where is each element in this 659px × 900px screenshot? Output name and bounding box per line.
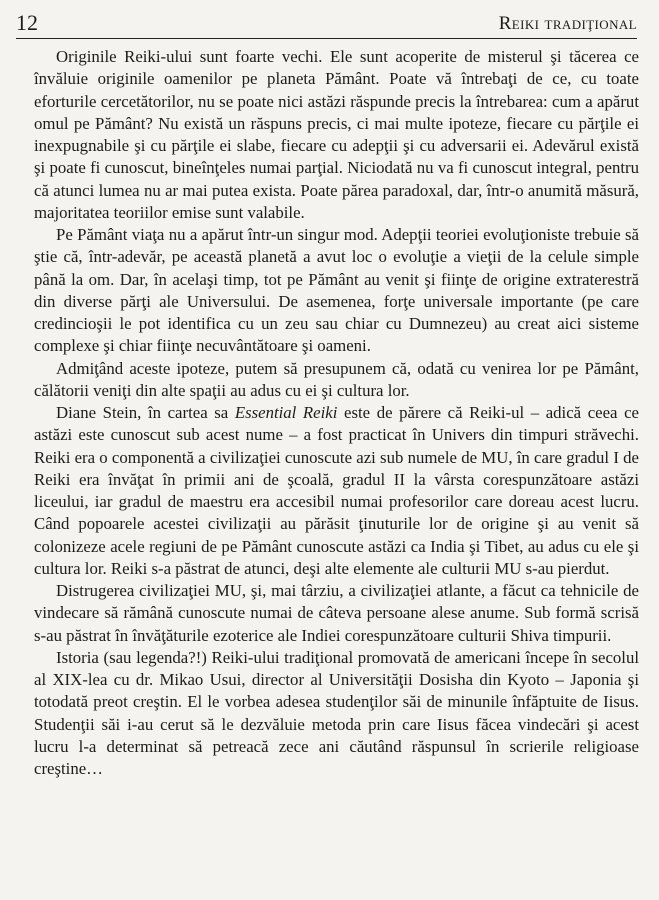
paragraph: Originile Reiki-ului sunt foarte vechi. Ele sunt acoperite de misterul şi tăcerea ce învăluie originile oamenilor pe planeta Pământ. Poate vă întrebaţi de ce, cu toate eforturile cercetătorilor, nu se poate nici astăzi răspunde precis la întrebarea: cum a apărut omul pe Pământ? Nu există un răspuns precis, ci mai multe ipoteze, fiecare cu părţile ei inexpugnabile şi cu părţile ei slabe, fiecare cu adepţii şi cu adversarii ei. Adevărul există şi poate fi cunoscut, bineînţeles numai parţial. Niciodată nu va fi cunoscut integral, pentru că atunci lumea nu ar mai putea exista. Poate părea paradoxal, dar, într-o anumită măsură, majoritatea teoriilor emise sunt valabile. <box>34 47 639 222</box>
running-title: Reiki tradiţional <box>498 13 637 34</box>
paragraph: Pe Pământ viaţa nu a apărut într-un singur mod. Adepţii teoriei evoluţioniste trebuie să ştie că, într-adevăr, pe această planetă a avut loc o evoluţie a vieţii de la celule simple până la om. Dar, în acelaşi timp, tot pe Pământ au venit şi fiinţe de origine extraterestră din diverse părţi ale Universului. De asemenea, forţe universale importante (pe care credincioşii le pot identifica cu un zeu sau chiar cu Dumnezeu) au creat aici sisteme complexe şi chiar fiinţe necuvântătoare şi oameni. <box>34 225 639 356</box>
paragraph: Distrugerea civilizaţiei MU, şi, mai târziu, a civilizaţiei atlante, a făcut ca tehnicile de vindecare să rămână cunoscute numai de câteva persoane alese anume. Sub formă scrisă s-au păstrat în învăţăturile ezoterice ale Indiei corespunzătoare culturii Shiva timpurii. <box>34 581 639 645</box>
paragraph: Diane Stein, în cartea sa Essential Reiki este de părere că Reiki-ul – adică ceea ce astăzi este cunoscut sub acest nume – a fost practicat în Univers din timpuri străvechi. Reiki era o componentă a civilizaţiei cunoscute azi sub numele de MU, în care gradul I de Reiki era învăţat în primii ani de şcoală, gradul II la vârsta corespunzătoare astăzi liceului, iar gradul de maestru era accesibil numai profesorilor care doreau acest lucru. Când popoarele acestei civilizaţii au părăsit ţinuturile lor de origine şi au venit să colonizeze acele regiuni de pe Pământ cunoscute astăzi ca India şi Tibet, au adus cu ele şi cultura lor. Reiki s-a păstrat de atunci, deşi alte elemente ale culturii MU s-au pierdut. <box>34 403 639 578</box>
paragraph: Istoria (sau legenda?!) Reiki-ului tradiţional promovată de americani începe în secolul al XIX-lea cu dr. Mikao Usui, director al Universităţii Dosisha din Kyoto – Japonia şi totodată preot creştin. El le vorbea adesea studenţilor săi de minunile înfăptuite de Iisus. Studenţii săi i-au cerut să le dezvăluie metoda prin care Iisus făcea vindecări şi acest lucru l-a determinat să petreacă zece ani căutând răspunsul în scrierile religioase creştine… <box>34 647 639 778</box>
book-title: Essential Reiki <box>234 403 338 422</box>
page-number: 12 <box>16 10 38 35</box>
header-rule <box>16 38 637 39</box>
page-header <box>16 8 637 36</box>
body-text <box>34 46 639 780</box>
paragraph: Admiţând aceste ipoteze, putem să presupunem că, odată cu venirea lor pe Pământ, călătorii veniţi din alte spaţii au adus cu ei şi cultura lor. <box>34 358 639 400</box>
